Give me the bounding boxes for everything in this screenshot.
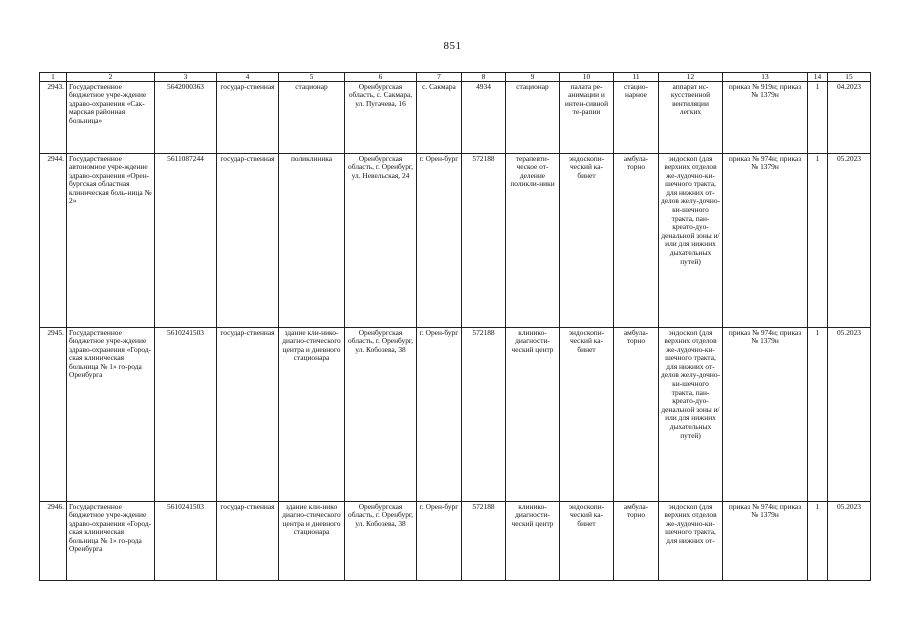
unit-type-cell: здание кли-нико-диагно-стического центра и дневного стационара xyxy=(279,327,345,501)
department-cell: стационар xyxy=(506,81,560,153)
column-header: 5 xyxy=(279,73,345,82)
quantity-cell: 1 xyxy=(808,327,828,501)
column-header: 10 xyxy=(560,73,614,82)
ownership-cell: государ-ственная xyxy=(217,81,279,153)
row-number: 2944. xyxy=(40,153,67,327)
room-cell: эндоскопи-ческий ка-бинет xyxy=(560,153,614,327)
quantity-cell: 1 xyxy=(808,81,828,153)
column-header: 14 xyxy=(808,73,828,82)
column-header: 2 xyxy=(67,73,155,82)
address-cell: Оренбургская область, г. Оренбург, ул. Невельская, 24 xyxy=(345,153,417,327)
inn-cell: 5610241503 xyxy=(155,501,217,580)
order-cell: приказ № 974н; приказ № 1379н xyxy=(723,153,808,327)
locality-cell: г. Орен-бург xyxy=(417,327,462,501)
column-header: 12 xyxy=(659,73,723,82)
unit-type-cell: стационар xyxy=(279,81,345,153)
column-header: 11 xyxy=(614,73,659,82)
inn-cell: 5642000363 xyxy=(155,81,217,153)
address-cell: Оренбургская область, с. Сакмара, ул. Пугачева, 16 xyxy=(345,81,417,153)
equipment-cell: эндоскоп (для верхних отделов же-лудочно-ки-шечного тракта, для нижних от-делов желу-дочно-ки-шечного тракта, пан-креато-дуо-денальной зоны и/или для нижних дыхательных путей) xyxy=(659,327,723,501)
address-cell: Оренбургская область, г. Оренбург, ул. Кобозева, 38 xyxy=(345,501,417,580)
table-row xyxy=(40,81,871,153)
equipment-cell: эндоскоп (для верхних отделов же-лудочно-ки-шечного тракта, для нижних от- xyxy=(659,501,723,580)
column-header: 1 xyxy=(40,73,67,82)
column-header: 7 xyxy=(417,73,462,82)
row-number: 2943. xyxy=(40,81,67,153)
room-cell: эндоскопи-ческий ка-бинет xyxy=(560,327,614,501)
date-cell: 05.2023 xyxy=(828,327,871,501)
locality-cell: г. Орен-бург xyxy=(417,501,462,580)
row-number: 2945. xyxy=(40,327,67,501)
organization-name: Государственное бюджетное учре-ждение здраво-охранения «Сак-марская районная больница» xyxy=(67,81,155,153)
unit-type-cell: здание кли-нико диагно-стического центра и дневного стационара xyxy=(279,501,345,580)
equipment-cell: эндоскоп (для верхних отделов же-лудочно-ки-шечного тракта, для нижних от-делов желу-дочно-ки-шечного тракта, пан-креато-дуо-денальной зоны и/или для нижних дыхательных путей) xyxy=(659,153,723,327)
room-cell: палата ре-анимации и интен-сивной те-рапии xyxy=(560,81,614,153)
locality-cell: с. Сакмара xyxy=(417,81,462,153)
organization-name: Государственное бюджетное учре-ждение здраво-охранения «Город-ская клиническая больница № 1» го-рода Оренбурга xyxy=(67,501,155,580)
page-number: 851 xyxy=(443,40,462,52)
quantity-cell: 1 xyxy=(808,501,828,580)
column-header: 3 xyxy=(155,73,217,82)
equipment-cell: аппарат ис-кусственной вентиляции легких xyxy=(659,81,723,153)
department-cell: клинико-диагности-ческий центр xyxy=(506,327,560,501)
care-form-cell: стацио-нарное xyxy=(614,81,659,153)
ownership-cell: государ-ственная xyxy=(217,153,279,327)
order-cell: приказ № 919н; приказ № 1379н xyxy=(723,81,808,153)
department-cell: терапевти-ческое от-деление поликли-ники xyxy=(506,153,560,327)
row-number: 2946. xyxy=(40,501,67,580)
column-header: 13 xyxy=(723,73,808,82)
code-cell: 572188 xyxy=(462,153,506,327)
unit-type-cell: поликлиника xyxy=(279,153,345,327)
date-cell: 05.2023 xyxy=(828,501,871,580)
date-cell: 04.2023 xyxy=(828,81,871,153)
room-cell: эндоскопи-ческий ка-бинет xyxy=(560,501,614,580)
table-row xyxy=(40,153,871,327)
code-cell: 4934 xyxy=(462,81,506,153)
order-cell: приказ № 974н; приказ № 1379н xyxy=(723,501,808,580)
inn-cell: 5611087244 xyxy=(155,153,217,327)
column-header: 9 xyxy=(506,73,560,82)
care-form-cell: амбула-торно xyxy=(614,153,659,327)
order-cell: приказ № 974н; приказ № 1379н xyxy=(723,327,808,501)
ownership-cell: государ-ственная xyxy=(217,327,279,501)
inn-cell: 5610241503 xyxy=(155,327,217,501)
address-cell: Оренбургская область, г. Оренбург, ул. Кобозева, 38 xyxy=(345,327,417,501)
registry-table xyxy=(39,72,871,581)
care-form-cell: амбула-торно xyxy=(614,327,659,501)
code-cell: 572188 xyxy=(462,327,506,501)
column-header: 4 xyxy=(217,73,279,82)
date-cell: 05.2023 xyxy=(828,153,871,327)
column-header: 8 xyxy=(462,73,506,82)
column-header: 6 xyxy=(345,73,417,82)
ownership-cell: государ-ственная xyxy=(217,501,279,580)
header-row xyxy=(40,73,871,82)
organization-name: Государственное автономное учре-ждение здраво-охранения «Орен-бургская областная клиническая боль-ница № 2» xyxy=(67,153,155,327)
column-header: 15 xyxy=(828,73,871,82)
table-row xyxy=(40,327,871,501)
table-row xyxy=(40,501,871,580)
quantity-cell: 1 xyxy=(808,153,828,327)
care-form-cell: амбула-торно xyxy=(614,501,659,580)
code-cell: 572188 xyxy=(462,501,506,580)
department-cell: клинико-диагности-ческий центр xyxy=(506,501,560,580)
locality-cell: г. Орен-бург xyxy=(417,153,462,327)
organization-name: Государственное бюджетное учре-ждение здраво-охранения «Город-ская клиническая больница № 1» го-рода Оренбурга xyxy=(67,327,155,501)
